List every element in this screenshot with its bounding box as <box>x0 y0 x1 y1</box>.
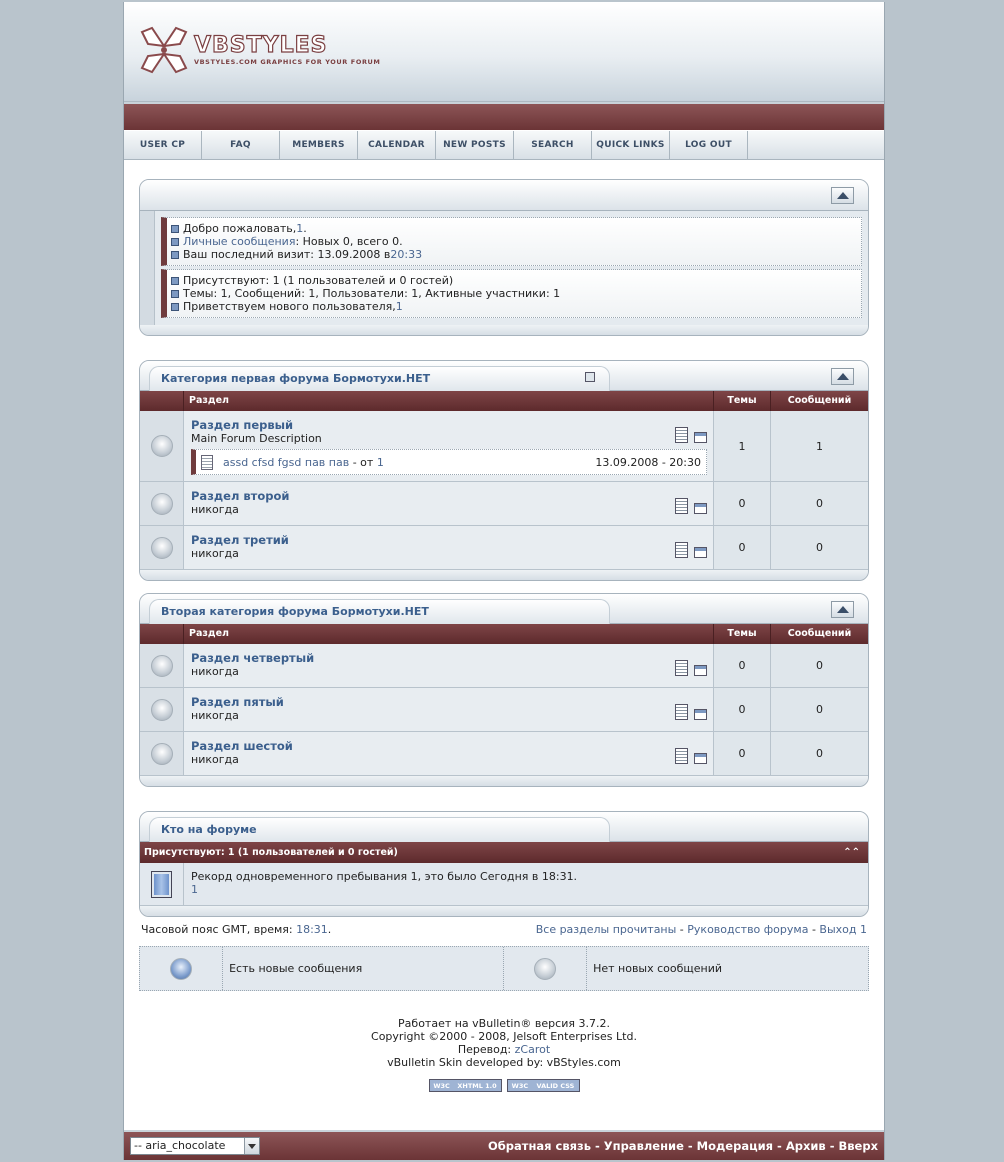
credits: Работает на vBulletin® версия 3.7.2. Copyright ©2000 - 2008, Jelsoft Enterprises Ltd. Перевод: zCarot vBulletin Skin developed by: vBStyles.com <box>371 1017 637 1069</box>
last-visit-time[interactable]: 20:33 <box>390 248 423 261</box>
post-icon <box>201 455 213 470</box>
users-icon <box>151 871 172 898</box>
table-header: Раздел Темы Сообщений <box>140 624 868 644</box>
collapse-chevron-icon[interactable]: ⌃⌃ <box>843 847 860 858</box>
forum-row: Раздел третий никогда 0 0 <box>140 526 868 570</box>
collapse-arrow-icon <box>837 373 849 380</box>
collapse-welcome-button[interactable] <box>831 187 854 204</box>
css-badge[interactable]: W3C VALID CSS <box>507 1079 580 1092</box>
bullet-icon <box>171 251 179 259</box>
forum-row: Раздел четвертый никогда 0 0 <box>140 644 868 688</box>
forum-window-icon[interactable] <box>694 503 707 514</box>
forum-status-icon <box>151 743 173 765</box>
welcome-info: Добро пожаловать, 1 . Личные сообщения : Новых 0, всего 0. Ваш последний визит: 13.09.2008 в 20:33 <box>161 217 862 266</box>
contact-link[interactable]: Обратная связь <box>487 1139 591 1153</box>
last-post-link[interactable]: assd cfsd fgsd пав пав <box>223 455 350 469</box>
nav-search[interactable]: SEARCH <box>514 131 592 160</box>
forum-status-icon <box>151 435 173 457</box>
server-time: 18:31 <box>296 923 328 936</box>
collapse-arrow-icon <box>837 192 849 199</box>
xhtml-badge[interactable]: W3C XHTML 1.0 <box>429 1079 502 1092</box>
forum-rules-icon[interactable] <box>675 542 688 558</box>
forum-window-icon[interactable] <box>694 709 707 720</box>
collapse-arrow-icon <box>837 606 849 613</box>
archive-link[interactable]: Архив <box>785 1139 826 1153</box>
category-box-1 <box>139 360 869 581</box>
forum-row: Раздел шестой никогда 0 0 <box>140 732 868 776</box>
style-chooser[interactable]: -- aria_chocolate <box>130 1137 260 1155</box>
nav-quick-links[interactable]: QUICK LINKS <box>592 131 670 160</box>
forum-window-icon[interactable] <box>694 753 707 764</box>
welcome-box <box>139 179 869 336</box>
forum-rules-icon[interactable] <box>675 660 688 676</box>
logo-title: VBSTYLES <box>194 32 328 58</box>
nav-faq[interactable]: FAQ <box>202 131 280 160</box>
forum-status-icon <box>151 655 173 677</box>
online-user-link[interactable]: 1 <box>191 883 198 896</box>
chevron-down-icon[interactable] <box>244 1138 259 1154</box>
forum-window-icon[interactable] <box>694 547 707 558</box>
vbstyles-emblem-icon <box>138 24 190 76</box>
nav-log-out[interactable]: LOG OUT <box>670 131 748 160</box>
bullet-icon <box>171 303 179 311</box>
whos-online-title[interactable]: Кто на форуме <box>149 817 610 842</box>
bullet-icon <box>171 290 179 298</box>
forum-row: Раздел первый Main Forum Description assd cfsd fgsd пав пав - от 1 13.09.2008 - 20:30 1 1 <box>140 411 868 482</box>
logo-subtitle: VBSTYLES.COM GRAPHICS FOR YOUR FORUM <box>194 57 381 66</box>
logo[interactable] <box>138 24 381 76</box>
user-link[interactable]: 1 <box>296 222 304 235</box>
online-record-row: Рекорд одновременного пребывания 1, это было Сегодня в 18:31. 1 <box>140 863 868 906</box>
moderation-link[interactable]: Модерация <box>696 1139 774 1153</box>
forum-row: Раздел пятый никогда 0 0 <box>140 688 868 732</box>
forum-rules-icon[interactable] <box>675 748 688 764</box>
forum-title-link[interactable]: Раздел шестой <box>191 739 293 753</box>
forum-title-link[interactable]: Раздел четвертый <box>191 651 315 665</box>
new-posts-icon <box>170 958 192 980</box>
new-user-link[interactable]: 1 <box>395 300 403 313</box>
forum-title-link[interactable]: Раздел второй <box>191 489 290 503</box>
logout-link[interactable]: Выход 1 <box>819 923 867 936</box>
bullet-icon <box>171 238 179 246</box>
bullet-icon <box>171 277 179 285</box>
forum-status-icon <box>151 493 173 515</box>
translator-link[interactable]: zCarot <box>514 1043 551 1056</box>
forum-rules-icon[interactable] <box>675 427 688 443</box>
bullet-icon <box>171 225 179 233</box>
forum-row: Раздел второй никогда 0 0 <box>140 482 868 526</box>
last-post-user[interactable]: 1 <box>376 455 384 469</box>
forum-stats: Присутствуют: 1 (1 пользователей и 0 гостей) Темы: 1, Сообщений: 1, Пользователи: 1, Активные участники: 1 Приветствуем нового пользователя, 1 <box>161 269 862 318</box>
header-bar <box>124 102 884 130</box>
last-post-date: 13.09.2008 - 20:30 <box>595 455 701 469</box>
nav-calendar[interactable]: CALENDAR <box>358 131 436 160</box>
admin-link[interactable]: Управление <box>603 1139 684 1153</box>
forum-title-link[interactable]: Раздел третий <box>191 533 289 547</box>
collapse-category-button[interactable] <box>831 368 854 385</box>
legend: Есть новые сообщения Нет новых сообщений <box>139 946 869 991</box>
nav-members[interactable]: MEMBERS <box>280 131 358 160</box>
timezone-line: Часовой пояс GMT, время: 18:31. Все разделы прочитаны - Руководство форума - Выход 1 <box>141 923 867 936</box>
category-box-2 <box>139 593 869 787</box>
forum-window-icon[interactable] <box>694 665 707 676</box>
category-title[interactable]: Категория первая форума Бормотухи.НЕТ <box>149 366 610 391</box>
private-messages-link[interactable]: Личные сообщения <box>183 235 296 248</box>
page <box>123 2 885 1160</box>
forum-guide-link[interactable]: Руководство форума <box>687 923 809 936</box>
whos-online-box <box>139 811 869 917</box>
forum-title-link[interactable]: Раздел пятый <box>191 695 284 709</box>
navbar <box>124 130 884 160</box>
last-post: assd cfsd fgsd пав пав - от 1 13.09.2008 - 20:30 <box>191 449 707 475</box>
forum-window-icon[interactable] <box>694 432 707 443</box>
header <box>124 2 884 102</box>
forum-rules-icon[interactable] <box>675 704 688 720</box>
nav-user-cp[interactable]: USER CP <box>124 131 202 160</box>
forum-status-icon <box>151 699 173 721</box>
no-new-posts-icon <box>534 958 556 980</box>
bottom-bar <box>124 1130 884 1160</box>
forum-title-link[interactable]: Раздел первый <box>191 418 294 432</box>
rss-icon[interactable] <box>585 372 595 382</box>
top-link[interactable]: Вверх <box>838 1139 878 1153</box>
bottom-links: Обратная связь - Управление - Модерация - Архив - Вверх <box>487 1139 878 1153</box>
forum-rules-icon[interactable] <box>675 498 688 514</box>
category-title[interactable]: Вторая категория форума Бормотухи.НЕТ <box>149 599 610 624</box>
forum-status-icon <box>151 537 173 559</box>
table-header: Раздел Темы Сообщений <box>140 391 868 411</box>
nav-new-posts[interactable]: NEW POSTS <box>436 131 514 160</box>
whos-online-header: Присутствуют: 1 (1 пользователей и 0 гостей) ⌃⌃ <box>140 842 868 863</box>
mark-forums-read-link[interactable]: Все разделы прочитаны <box>535 923 677 936</box>
collapse-category-button[interactable] <box>831 601 854 618</box>
